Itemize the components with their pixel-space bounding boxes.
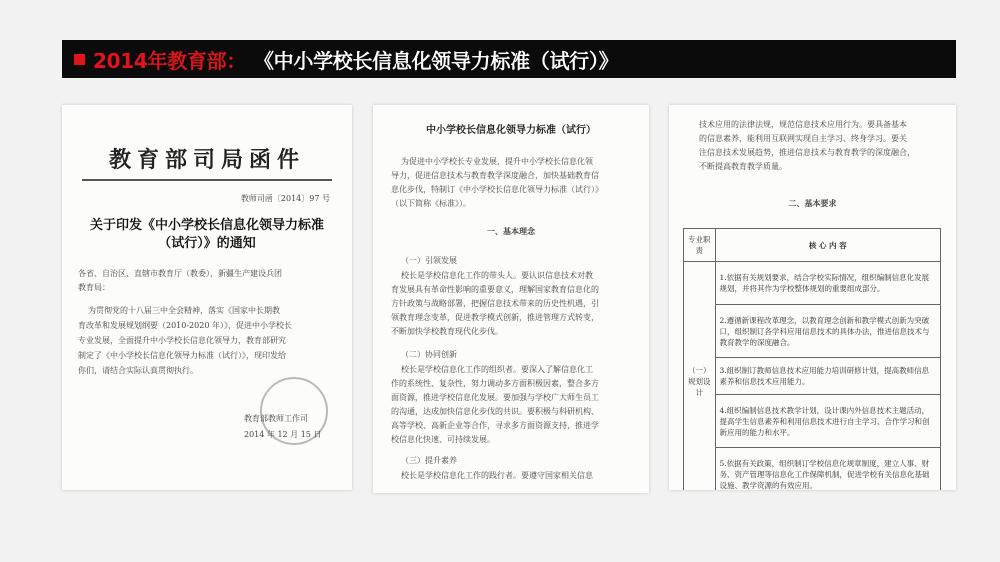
table-cell: 4.组织编制信息技术教学计划，设计课内外信息技术主题活动，提高学生信息素养和利用信息技术进行自主学习、合作学习和创新应用的能力和水平。	[715, 395, 941, 448]
paragraph-line: 注信息技术发展趋势，推进信息技术与教育教学的深度融合，	[699, 148, 915, 157]
subsection-heading: （一）引领发展	[401, 256, 457, 265]
paragraph-line: 的信息素养，能利用互联网实现自主学习、终身学习。要关	[699, 134, 907, 143]
row-label-planning: （一）规划设计	[684, 262, 716, 491]
letter-body-line: 你们，请结合实际认真贯彻执行。	[78, 366, 198, 375]
banner-year-label: 2014年教育部：	[93, 48, 246, 73]
column-header-content: 核 心 内 容	[715, 229, 941, 262]
column-header-duty: 专业职责	[684, 229, 716, 262]
table-cell: 1.依据有关规划要求，结合学校实际情况，组织编制信息化发展规划，并将其作为学校整体规划的重要组成部分。	[715, 262, 941, 305]
document-standard-page-1	[373, 105, 649, 493]
title-banner	[62, 40, 956, 78]
paragraph-line: 育发展具有革命性影响的重要意义，理解国家教育信息化的	[391, 285, 599, 294]
requirements-table	[683, 228, 941, 490]
intro-line: 息化步伐，特制订《中小学校长信息化领导力标准（试行）》	[391, 185, 603, 194]
paragraph-line: 校长是学校信息化工作的践行者。要遵守国家相关信息	[401, 471, 593, 480]
letter-body-line: 专业发展，全面提升中小学校长信息化领导力，教育部研究	[78, 336, 286, 345]
letter-salutation-2: 教育局：	[78, 283, 110, 292]
letter-salutation: 各省、自治区、直辖市教育厅（教委），新疆生产建设兵团	[78, 269, 282, 278]
paragraph-line: 不断提高教育教学质量。	[699, 162, 787, 171]
intro-line: 为促进中小学校长专业发展，提升中小学校长信息化领	[401, 157, 593, 166]
paragraph-line: 的沟通，达成加快信息化步伐的共识。要积极与科研机构、	[391, 407, 599, 416]
letter-title-line1: 关于印发《中小学校长信息化领导力标准	[89, 218, 324, 233]
table-row	[684, 262, 941, 305]
letter-signatory: 教育部教师工作司	[244, 414, 308, 423]
table-row	[684, 395, 941, 448]
banner-document-title: 《中小学校长信息化领导力标准（试行）》	[253, 48, 619, 73]
document-notice-letter	[62, 105, 352, 490]
table-cell: 3.组织制订教师信息技术应用能力培训研修计划，提高教师信息素养和信息技术应用能力。	[715, 358, 941, 395]
standard-title: 中小学校长信息化领导力标准（试行）	[426, 125, 596, 136]
paragraph-line: 高等学校、高新企业等合作，寻求多方面资源支持，推进学	[391, 421, 599, 430]
paragraph-line: 技术应用的法律法规，规范信息技术应用行为。要具备基本	[699, 120, 907, 129]
table-cell: 5.依据有关政策，组织制订学校信息化规章制度，建立人事、财务、资产管理等信息化工作保障机制，促进学校有关信息化基础设施、教学资源的有效应用。	[715, 448, 941, 491]
table-row	[684, 305, 941, 358]
paragraph-line: 面资源，推进学校信息化发展。要加强与学校广大师生员工	[391, 393, 599, 402]
paragraph-line: 方针政策与战略部署，把握信息技术带来的历史性机遇，引	[391, 299, 599, 308]
letter-body-line: 育改革和发展规划纲要（2010-2020 年）》，促进中小学校长	[78, 321, 292, 330]
table-header-row	[684, 229, 941, 262]
table-cell: 2.遵循新课程改革理念，以教育理念创新和教学模式创新为突破口，组织制订各学科应用信息技术的具体办法，推进信息技术与教育教学的深度融合。	[715, 305, 941, 358]
intro-line: （以下简称《标准》）。	[391, 199, 471, 208]
header-rule	[82, 179, 332, 181]
table-row	[684, 358, 941, 395]
letter-body-line: 制定了《中小学校长信息化领导力标准（试行）》，现印发给	[78, 351, 286, 360]
document-standard-page-2	[669, 105, 956, 490]
paragraph-line: 校信息化快速、可持续发展。	[391, 435, 495, 444]
red-square-icon	[74, 54, 85, 65]
letter-date: 2014 年 12 月 15 日	[244, 430, 322, 439]
subsection-heading: （二）协同创新	[401, 350, 457, 359]
paragraph-line: 不断加快学校教育现代化步伐。	[391, 327, 503, 336]
table-row	[684, 448, 941, 491]
section-heading: 二、基本要求	[788, 198, 837, 208]
letter-number: 教师司函〔2014〕97 号	[240, 194, 330, 203]
letter-body-line: 为贯彻党的十八届三中全会精神，落实《国家中长期教	[88, 306, 280, 315]
intro-line: 导力，促进信息技术与教育教学深度融合，加快基础教育信	[391, 171, 599, 180]
section-heading: 一、基本理念	[487, 226, 535, 236]
letter-header: 教育部司局函件	[108, 147, 305, 173]
paragraph-line: 校长是学校信息化工作的带头人。要认识信息技术对教	[401, 271, 593, 280]
letter-title-line2: （试行）》的通知	[158, 236, 256, 251]
paragraph-line: 领教育理念变革，促进教学模式创新，推进管理方式转变，	[391, 313, 599, 322]
paragraph-line: 作的系统性、复杂性，努力调动多方面积极因素，整合多方	[391, 379, 599, 388]
paragraph-line: 校长是学校信息化工作的组织者。要深入了解信息化工	[401, 365, 593, 374]
subsection-heading: （三）提升素养	[401, 456, 457, 465]
